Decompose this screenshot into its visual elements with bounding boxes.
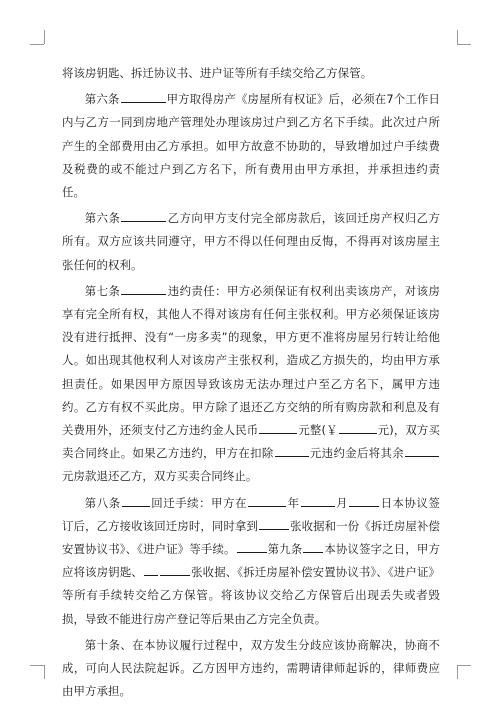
blank-line — [405, 442, 439, 457]
crop-mark — [457, 44, 471, 45]
blank-line — [303, 538, 323, 553]
crop-mark — [30, 44, 44, 45]
blank-line — [301, 492, 335, 507]
blank-line — [160, 561, 190, 576]
crop-mark — [30, 665, 44, 666]
blank-line — [248, 492, 286, 507]
crop-mark — [457, 30, 458, 44]
blank-line — [259, 515, 289, 530]
blank-line — [237, 538, 267, 553]
crop-mark — [457, 665, 458, 679]
blank-line — [339, 419, 377, 434]
article-heading: 第八条 — [84, 495, 121, 510]
crop-mark — [44, 30, 45, 44]
paragraph-article-10: 第十条、在本协议履行过程中，双方发生分歧应该协商解决，协商不成，可向人民法院起诉。乙方因甲方违约，需聘请律师起诉的，律师费应由甲方承担。 — [62, 637, 440, 699]
blank-line — [121, 88, 166, 103]
blank-line — [122, 492, 150, 507]
article-heading: 第六条 — [84, 211, 121, 226]
article-heading: 第七条 — [84, 283, 121, 298]
paragraph-handover: 将该房钥匙、拆迁协议书、进户证等所有手续交给乙方保管。 — [62, 66, 373, 80]
document-body — [62, 62, 440, 706]
article-heading: 第六条 — [84, 92, 120, 107]
article-heading: 第九条 — [267, 542, 303, 557]
paragraph-article-7: 第七条 违约责任：甲方必须保证有权利出卖该房产，对该房享有完全所有权，其他人不得对该房有任何主张权利。甲方必须保证该房没有进行抵押、没有“一房多卖”的现象，甲方更不准将房屋另行转让给他人。如出现其他权利人对该房产主张权利，造成乙方损失的，均由甲方承担责任。如果因甲方原因导致该房无法办理过户至乙方名下，属甲方违约。乙方有权不买此房。甲方除了退还乙方交纳的所有购房款和利息及有关费用外，还须支付乙方违约金人民币 元整(￥ 元)，双方买卖合同终止。如果乙方违约，甲方在扣除 元违约金后将其余元房款退还乙方，双方买卖合同终止。 — [62, 280, 440, 489]
paragraph-article-8: 第八条 回迁手续：甲方在 年 月 日本协议签订后，乙方接收该回迁房时，同时拿到 张收据和一份《拆迁房屋补偿安置协议书》、《进户证》等手续。 第九条 本协议签字之日，甲方应将该房钥匙、 张收据、《拆迁房屋补偿安置协议书》、《进户证》等所有手续转交给乙方保管。将该协议交给乙方保管后出现丢失或者毁损，导致不能进行房产登记等后果由乙方完全负责。 — [62, 492, 440, 631]
paragraph-article-6: 第六条 甲方取得房产《房屋所有权证》后，必须在7个工作日内与乙方一同到房地产管理处办理该房过户到乙方名下手续。此次过户所产生的全部费用由乙方承担。如甲方故意不协助的，导致增加过户手续费及税费的或不能过户到乙方名下，所有费用由甲方承担，并承担违约责任。 — [62, 88, 440, 204]
paragraph-article-6b: 第六条 乙方向甲方支付完全部房款后，该回迁房产权归乙方所有。双方应该共同遵守，甲方不得以任何理由反悔，不得再对该房屋主张任何的权利。 — [62, 207, 440, 277]
crop-mark — [44, 665, 45, 679]
blank-line — [144, 561, 158, 576]
crop-mark — [457, 665, 471, 666]
blank-line — [275, 442, 309, 457]
blank-line — [349, 492, 379, 507]
blank-line — [121, 280, 166, 295]
blank-line — [121, 207, 166, 222]
blank-line — [259, 419, 297, 434]
